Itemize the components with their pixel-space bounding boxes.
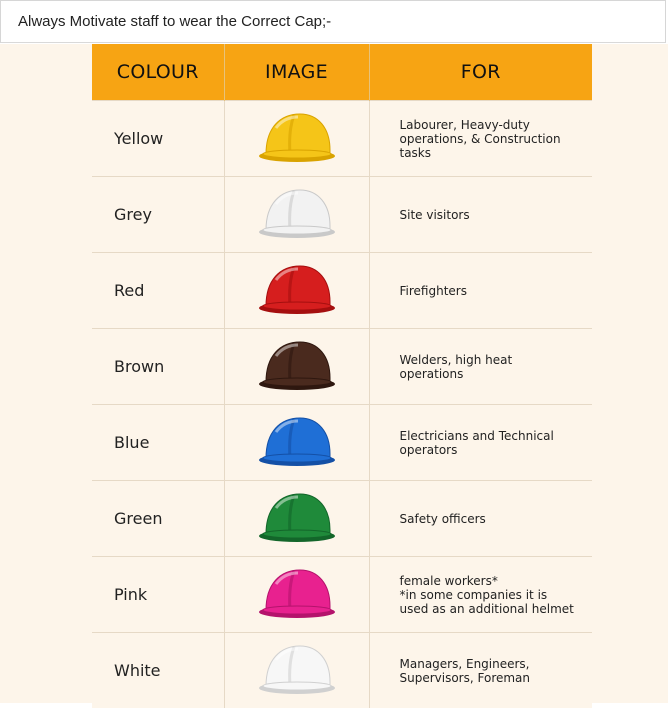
usage-line: *in some companies it is xyxy=(400,588,583,602)
colour-name: Pink xyxy=(92,557,224,633)
hard-hat-icon xyxy=(256,258,338,318)
hard-hat-icon xyxy=(256,638,338,698)
column-header-colour: COLOUR xyxy=(92,44,224,101)
table-row xyxy=(92,633,592,708)
colour-name: Grey xyxy=(92,177,224,253)
helmet-usage xyxy=(369,177,592,253)
hard-hat-icon xyxy=(256,106,338,166)
hard-hat-icon xyxy=(256,334,338,394)
helmet-usage xyxy=(369,481,592,557)
helmet-usage xyxy=(369,405,592,481)
table-row xyxy=(92,405,592,481)
table-row xyxy=(92,101,592,177)
colour-name: White xyxy=(92,633,224,708)
usage-line: Welders, high heat xyxy=(400,353,583,367)
usage-line: Managers, Engineers, xyxy=(400,657,583,671)
usage-line: Site visitors xyxy=(400,208,583,222)
message-header xyxy=(0,0,666,43)
helmet-image-cell xyxy=(224,177,369,253)
helmet-usage xyxy=(369,633,592,708)
usage-line: Safety officers xyxy=(400,512,583,526)
colour-name: Green xyxy=(92,481,224,557)
message-text: Always Motivate staff to wear the Correct Cap;- xyxy=(18,13,331,30)
colour-name: Brown xyxy=(92,329,224,405)
helmet-usage xyxy=(369,329,592,405)
usage-line: operations, & Construction xyxy=(400,132,583,146)
table-row xyxy=(92,557,592,633)
helmet-usage xyxy=(369,101,592,177)
helmet-color-chart xyxy=(0,44,668,703)
usage-line: Supervisors, Foreman xyxy=(400,671,583,685)
usage-line: operators xyxy=(400,443,583,457)
table-row xyxy=(92,253,592,329)
usage-line: female workers* xyxy=(400,574,583,588)
table-row xyxy=(92,177,592,253)
column-header-for: FOR xyxy=(369,44,592,101)
table-header-row xyxy=(92,44,592,101)
hard-hat-icon xyxy=(256,182,338,242)
table-row xyxy=(92,481,592,557)
helmet-image-cell xyxy=(224,329,369,405)
usage-line: Firefighters xyxy=(400,284,583,298)
helmet-image-cell xyxy=(224,481,369,557)
usage-line: used as an additional helmet xyxy=(400,602,583,616)
helmet-image-cell xyxy=(224,557,369,633)
helmet-image-cell xyxy=(224,633,369,708)
column-header-image: IMAGE xyxy=(224,44,369,101)
hard-hat-icon xyxy=(256,410,338,470)
usage-line: operations xyxy=(400,367,583,381)
colour-name: Red xyxy=(92,253,224,329)
usage-line: Labourer, Heavy-duty xyxy=(400,118,583,132)
usage-line: tasks xyxy=(400,146,583,160)
helmet-image-cell xyxy=(224,253,369,329)
hard-hat-icon xyxy=(256,562,338,622)
usage-line: Electricians and Technical xyxy=(400,429,583,443)
colour-name: Blue xyxy=(92,405,224,481)
helmet-table xyxy=(92,44,592,708)
helmet-image-cell xyxy=(224,101,369,177)
colour-name: Yellow xyxy=(92,101,224,177)
helmet-usage xyxy=(369,557,592,633)
helmet-usage xyxy=(369,253,592,329)
helmet-image-cell xyxy=(224,405,369,481)
table-row xyxy=(92,329,592,405)
hard-hat-icon xyxy=(256,486,338,546)
